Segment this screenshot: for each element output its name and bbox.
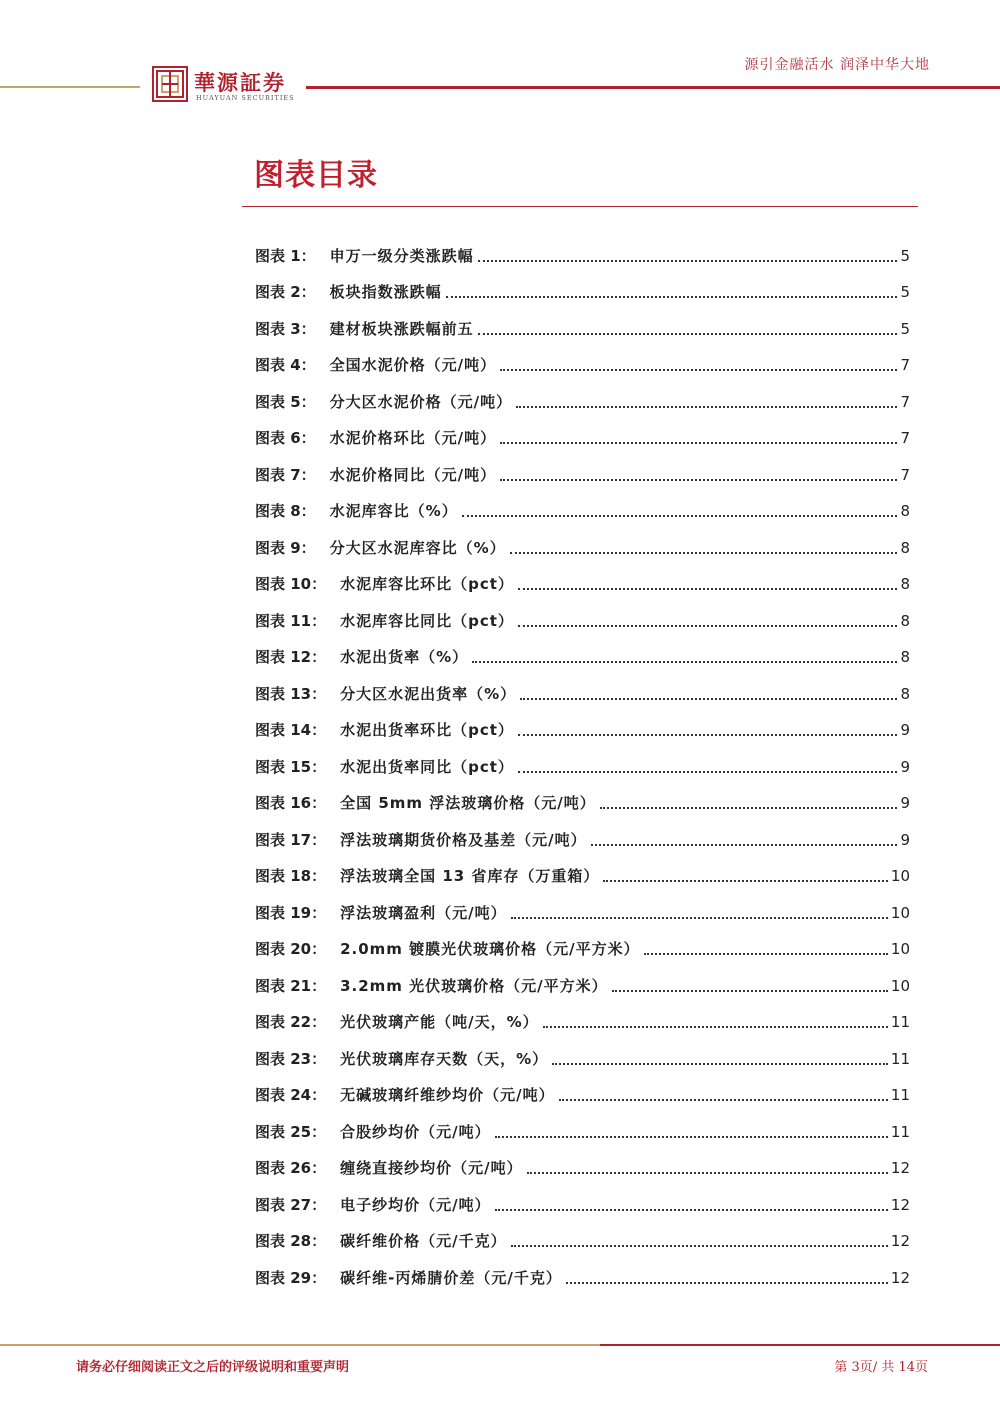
toc-entry-page: 10	[890, 976, 910, 995]
toc-entry-leader	[612, 990, 888, 992]
toc-entry-number: 图表 24：	[255, 1086, 327, 1104]
toc-entry[interactable]	[255, 1069, 910, 1106]
toc-entry-leader	[603, 880, 887, 882]
toc-entry-number: 图表 5：	[255, 392, 316, 411]
toc-entry-page: 11	[890, 1122, 910, 1141]
toc-entry-number: 图表 6：	[255, 429, 316, 447]
toc-entry-page: 8	[900, 538, 910, 557]
toc-entry-page: 7	[900, 465, 910, 484]
toc-entry-number: 图表 1：	[255, 246, 316, 265]
logo-seal-icon	[152, 66, 188, 102]
toc-entry-page: 7	[900, 392, 910, 411]
toc-entry-title: 合股纱均价（元/吨）	[340, 1122, 491, 1141]
toc-entry-page: 10	[890, 940, 910, 958]
logo-subtitle: HUAYUAN SECURITIES	[196, 94, 295, 102]
toc-entry-number: 图表 8：	[255, 502, 316, 520]
toc-entry-number: 图表 16：	[255, 794, 327, 812]
toc-entry-leader	[495, 1209, 888, 1211]
toc-entry-leader	[591, 844, 898, 846]
toc-entry-leader	[478, 333, 898, 335]
toc-entry-page: 8	[900, 684, 910, 703]
toc-entry[interactable]	[255, 485, 910, 522]
toc-entry-title: 浮法玻璃全国 13 省库存（万重箱）	[340, 867, 600, 885]
toc-entry-page: 8	[900, 611, 910, 630]
toc-entry-title: 无碱玻璃纤维纱均价（元/吨）	[340, 1086, 555, 1104]
toc-entry-title: 水泥库容比同比（pct）	[340, 611, 514, 630]
toc-entry-number: 图表 25：	[255, 1122, 327, 1141]
toc-entry[interactable]	[255, 631, 910, 668]
footer-rule-gold	[0, 1344, 600, 1346]
toc-entry-title: 建材板块涨跌幅前五	[329, 319, 474, 338]
toc-entry-leader	[500, 479, 897, 481]
toc-entry-leader	[518, 588, 898, 590]
toc-entry-number: 图表 9：	[255, 538, 316, 557]
toc-entry-page: 7	[900, 356, 910, 374]
toc-entry-number: 图表 20：	[255, 940, 327, 958]
toc-entry-page: 10	[890, 867, 910, 885]
toc-entry-leader	[520, 698, 897, 700]
header-rule-gold	[0, 86, 140, 88]
toc-entry[interactable]	[255, 339, 910, 376]
toc-entry-number: 图表 3：	[255, 319, 316, 338]
toc-entry-number: 图表 2：	[255, 283, 316, 301]
toc-entry-title: 碳纤维-丙烯腈价差（元/千克）	[340, 1268, 562, 1287]
toc-entry[interactable]	[255, 1215, 910, 1252]
toc-entry[interactable]	[255, 1251, 910, 1288]
toc-entry-number: 图表 14：	[255, 721, 327, 739]
logo-text: 華源証券	[194, 70, 286, 95]
toc-entry-number: 图表 17：	[255, 830, 327, 849]
toc-entry-title: 分大区水泥出货率（%）	[340, 684, 517, 703]
toc-entry-title: 水泥库容比环比（pct）	[340, 575, 514, 593]
toc-entry-page: 10	[890, 903, 910, 922]
toc-entry-title: 水泥出货率环比（pct）	[340, 721, 514, 739]
toc-entry[interactable]	[255, 594, 910, 631]
toc-entry-page: 12	[890, 1159, 910, 1177]
toc-entry-title: 分大区水泥价格（元/吨）	[329, 392, 513, 411]
toc-entry-leader	[518, 625, 898, 627]
toc-entry-number: 图表 13：	[255, 684, 327, 703]
toc-entry-title: 全国 5mm 浮法玻璃价格（元/吨）	[340, 794, 596, 812]
toc-entry[interactable]	[255, 923, 910, 960]
toc-entry-page: 11	[890, 1049, 910, 1068]
toc-entry[interactable]	[255, 777, 910, 814]
toc-entry[interactable]	[255, 813, 910, 850]
toc-entry-page: 8	[900, 502, 910, 520]
toc-entry-title: 板块指数涨跌幅	[329, 283, 442, 301]
toc-entry-leader	[543, 1026, 888, 1028]
toc-entry-number: 图表 18：	[255, 867, 327, 885]
toc-entry-number: 图表 4：	[255, 356, 316, 374]
page-title: 图表目录	[254, 158, 378, 193]
toc-entry-page: 9	[900, 830, 910, 849]
toc-entry-page: 5	[900, 319, 910, 338]
toc-entry-leader	[644, 953, 888, 955]
toc-entry[interactable]	[255, 412, 910, 449]
toc-entry[interactable]	[255, 1178, 910, 1215]
toc-entry-title: 浮法玻璃期货价格及基差（元/吨）	[340, 830, 587, 849]
toc-entry-page: 12	[890, 1232, 910, 1250]
toc-entry-title: 全国水泥价格（元/吨）	[329, 356, 497, 374]
toc-entry-page: 5	[900, 246, 910, 265]
toc-entry-number: 图表 15：	[255, 757, 327, 776]
toc-entry[interactable]	[255, 704, 910, 741]
toc-entry[interactable]	[255, 850, 910, 887]
toc-entry-number: 图表 11：	[255, 611, 327, 630]
toc-entry[interactable]	[255, 375, 910, 412]
toc-entry-title: 水泥价格环比（元/吨）	[329, 429, 497, 447]
toc-entry[interactable]	[255, 959, 910, 996]
footer-rule-red	[600, 1344, 1000, 1346]
toc-entry-leader	[511, 1245, 888, 1247]
toc-entry-page: 11	[890, 1086, 910, 1104]
toc-entry-leader	[462, 515, 898, 517]
toc-entry-leader	[511, 917, 888, 919]
toc-entry[interactable]	[255, 1142, 910, 1179]
toc-entry-leader	[600, 807, 898, 809]
toc-entry-number: 图表 27：	[255, 1195, 327, 1214]
figure-table-of-contents	[255, 229, 910, 1288]
toc-entry-leader	[552, 1063, 888, 1065]
toc-entry-title: 电子纱均价（元/吨）	[340, 1195, 491, 1214]
toc-entry-title: 分大区水泥库容比（%）	[329, 538, 506, 557]
toc-entry[interactable]	[255, 558, 910, 595]
title-rule	[242, 206, 918, 207]
toc-entry-page: 7	[900, 429, 910, 447]
company-logo	[152, 66, 302, 106]
toc-entry-page: 8	[900, 575, 910, 593]
toc-entry-leader	[527, 1172, 888, 1174]
header-rule-red	[306, 86, 1000, 89]
toc-entry-title: 2.0mm 镀膜光伏玻璃价格（元/平方米）	[340, 940, 640, 958]
toc-entry-number: 图表 7：	[255, 465, 316, 484]
footer-disclaimer: 请务必仔细阅读正文之后的评级说明和重要声明	[76, 1360, 350, 1375]
toc-entry-leader	[559, 1099, 888, 1101]
toc-entry-number: 图表 22：	[255, 1013, 327, 1031]
toc-entry-number: 图表 28：	[255, 1232, 327, 1250]
toc-entry-page: 12	[890, 1268, 910, 1287]
toc-entry-title: 水泥库容比（%）	[329, 502, 458, 520]
toc-entry-leader	[510, 552, 898, 554]
toc-entry-number: 图表 19：	[255, 903, 327, 922]
toc-entry-leader	[495, 1136, 888, 1138]
toc-entry[interactable]	[255, 1105, 910, 1142]
toc-entry-number: 图表 26：	[255, 1159, 327, 1177]
toc-entry-leader	[478, 260, 898, 262]
toc-entry-title: 光伏玻璃产能（吨/天，%）	[340, 1013, 539, 1031]
toc-entry-title: 水泥价格同比（元/吨）	[329, 465, 497, 484]
toc-entry-leader	[518, 771, 898, 773]
toc-entry[interactable]	[255, 448, 910, 485]
toc-entry-title: 缠绕直接纱均价（元/吨）	[340, 1159, 523, 1177]
toc-entry-title: 水泥出货率（%）	[340, 648, 469, 666]
toc-entry-page: 9	[900, 757, 910, 776]
toc-entry-page: 9	[900, 794, 910, 812]
toc-entry-title: 申万一级分类涨跌幅	[329, 246, 474, 265]
toc-entry-page: 12	[890, 1195, 910, 1214]
header-slogan: 源引金融活水 润泽中华大地	[744, 57, 930, 73]
toc-entry-leader	[446, 296, 898, 298]
toc-entry-number: 图表 10：	[255, 575, 327, 593]
toc-entry[interactable]	[255, 886, 910, 923]
toc-entry[interactable]	[255, 1032, 910, 1069]
toc-entry-title: 3.2mm 光伏玻璃价格（元/平方米）	[340, 976, 608, 995]
toc-entry-page: 11	[890, 1013, 910, 1031]
toc-entry[interactable]	[255, 266, 910, 303]
toc-entry[interactable]	[255, 229, 910, 266]
toc-entry-leader	[472, 661, 897, 663]
toc-entry-page: 8	[900, 648, 910, 666]
toc-entry-number: 图表 21：	[255, 976, 327, 995]
toc-entry[interactable]	[255, 996, 910, 1033]
toc-entry-number: 图表 23：	[255, 1049, 327, 1068]
toc-entry-leader	[516, 406, 897, 408]
toc-entry-number: 图表 12：	[255, 648, 327, 666]
toc-entry[interactable]	[255, 740, 910, 777]
toc-entry-title: 浮法玻璃盈利（元/吨）	[340, 903, 507, 922]
toc-entry[interactable]	[255, 302, 910, 339]
toc-entry[interactable]	[255, 667, 910, 704]
toc-entry-leader	[566, 1282, 888, 1284]
toc-entry-number: 图表 29：	[255, 1268, 327, 1287]
toc-entry-page: 9	[900, 721, 910, 739]
toc-entry-title: 碳纤维价格（元/千克）	[340, 1232, 507, 1250]
toc-entry-leader	[500, 442, 897, 444]
toc-entry-title: 水泥出货率同比（pct）	[340, 757, 514, 776]
toc-entry-leader	[518, 734, 898, 736]
toc-entry-page: 5	[900, 283, 910, 301]
toc-entry-title: 光伏玻璃库存天数（天，%）	[340, 1049, 549, 1068]
toc-entry-leader	[500, 369, 897, 371]
toc-entry[interactable]	[255, 521, 910, 558]
footer-page-info: 第 3页/ 共 14页	[834, 1360, 928, 1375]
